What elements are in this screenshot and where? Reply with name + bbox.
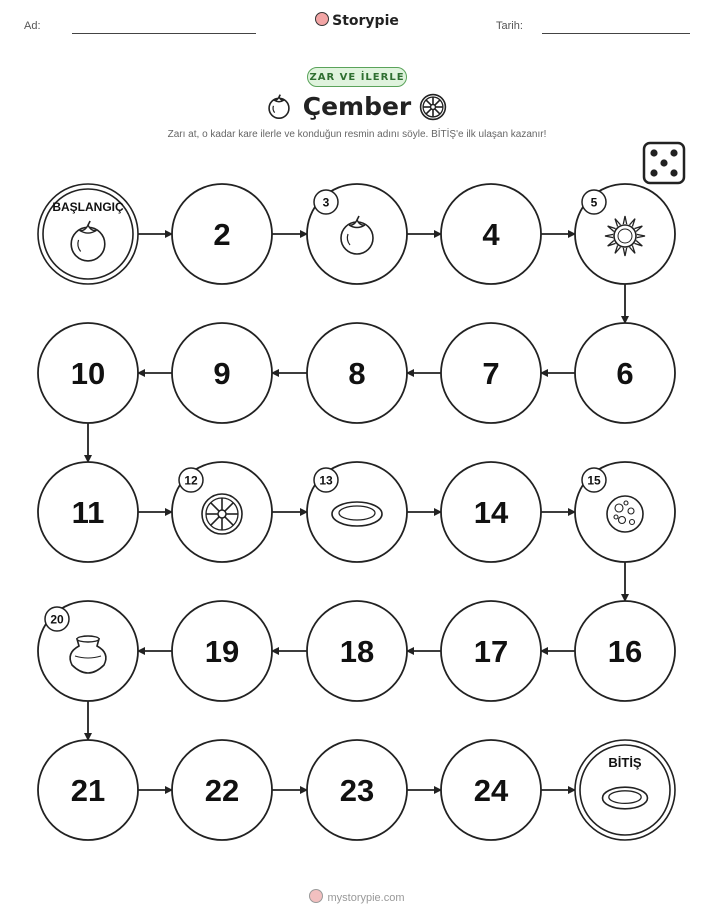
square-number: 6 [616,356,634,391]
board-square-4 [441,184,541,284]
board-square-24 [441,740,541,840]
square-number: 22 [204,773,240,808]
board-square-1 [38,184,138,284]
board-square-19 [172,601,272,701]
badge-number: 3 [322,195,330,210]
square-number: 18 [339,634,375,669]
tomato-icon [269,95,289,119]
badge-number: 12 [184,473,198,488]
square-number: 17 [473,634,509,669]
board-square-13 [307,462,407,562]
finish-label: BİTİŞ [608,755,642,770]
square-number: 21 [70,773,106,808]
footer [0,889,714,904]
square-number: 14 [473,495,509,530]
brand-name: Storypie [332,13,399,29]
square-number: 23 [339,773,375,808]
board-square-15 [575,462,675,562]
start-label: BAŞLANGIÇ [52,200,124,214]
board-square-14 [441,462,541,562]
date-label: Tarih: [496,20,523,32]
badge-number: 13 [319,473,333,488]
square-number: 10 [70,356,106,391]
badge-number: 5 [590,195,598,210]
storypie-logo-icon [309,889,323,903]
square-number: 9 [213,356,231,391]
board-square-6 [575,323,675,423]
activity-badge: ZAR VE İLERLE [307,67,407,87]
board-square-8 [307,323,407,423]
wheel-icon [421,95,446,120]
board-square-25 [575,740,675,840]
board-square-20 [38,601,138,701]
square-number: 4 [482,217,500,252]
board-square-22 [172,740,272,840]
square-number: 7 [482,356,500,391]
badge-number: 15 [587,473,601,488]
board-square-5 [575,184,675,284]
board-square-16 [575,601,675,701]
square-number: 24 [473,773,509,808]
page-title: Çember [302,92,412,121]
board-square-18 [307,601,407,701]
moon-icon [607,496,643,532]
dice-icon [644,143,684,183]
board-square-9 [172,323,272,423]
instructions: Zarı at, o kadar kare ilerle ve konduğun resmin adını söyle. BİTİŞ'e ilk ulaşan kazanır! [167,129,547,140]
board-square-23 [307,740,407,840]
square-number: 11 [71,495,105,530]
square-number: 8 [348,356,366,391]
badge-number: 20 [50,612,64,627]
square-number: 19 [204,634,240,669]
board-square-21 [38,740,138,840]
board-square-10 [38,323,138,423]
board-square-11 [38,462,138,562]
plate-icon [603,787,648,809]
board-square-12 [172,462,272,562]
square-number: 16 [607,634,643,669]
board-square-17 [441,601,541,701]
name-label: Ad: [24,20,41,32]
plate-icon [332,502,382,526]
wheel-icon [202,494,242,534]
board-square-2 [172,184,272,284]
board-square-7 [441,323,541,423]
square-number: 2 [213,217,231,252]
footer-url: mystorypie.com [327,892,405,904]
board-square-3 [307,184,407,284]
